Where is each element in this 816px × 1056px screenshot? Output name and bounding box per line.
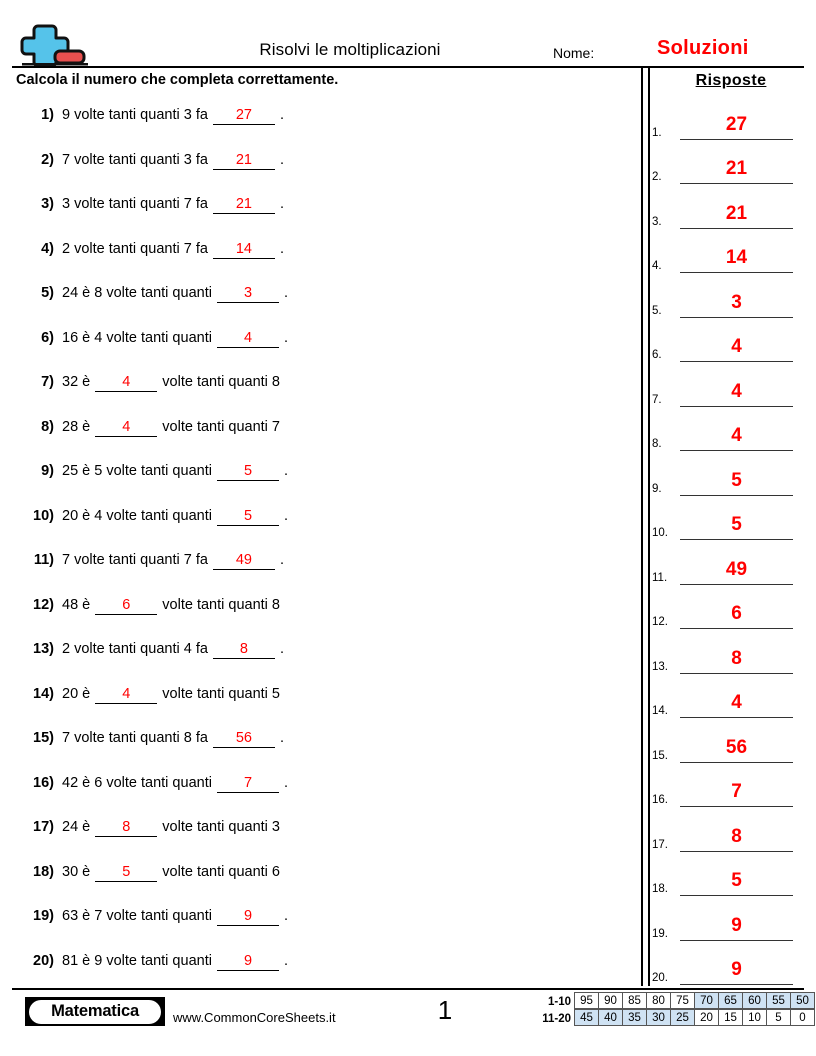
score-table <box>528 993 815 1027</box>
question-body <box>62 508 288 526</box>
question-text-before: 7 volte tanti quanti 7 fa <box>62 552 208 568</box>
score-range-label: 11-20 <box>542 1012 571 1025</box>
question-row <box>0 141 640 186</box>
question-body <box>62 775 288 793</box>
question-text-after: volte tanti quanti 8 <box>162 596 280 613</box>
question-text-before: 16 è 4 volte tanti quanti <box>62 329 212 346</box>
answer-blank[interactable]: 7 <box>217 775 279 793</box>
question-text-before: 24 è <box>62 819 91 835</box>
answer-key-rule <box>680 182 793 184</box>
answer-blank[interactable]: 21 <box>213 152 275 170</box>
score-cell: 80 <box>646 992 671 1009</box>
question-text-after: . <box>279 552 284 568</box>
answer-key-value: 4 <box>731 425 742 446</box>
question-number: 8) <box>41 418 54 435</box>
answer-key-value: 4 <box>731 692 742 713</box>
answer-key-row <box>650 414 810 459</box>
score-cell: 40 <box>598 1009 623 1026</box>
answer-key-number: 20. <box>652 972 668 984</box>
answer-key-number: 4. <box>652 260 662 272</box>
score-cell: 90 <box>598 992 623 1009</box>
answer-blank[interactable]: 5 <box>217 508 279 526</box>
question-row <box>0 719 640 764</box>
question-number: 9) <box>41 463 54 479</box>
question-body <box>62 819 280 837</box>
answer-key-rule <box>680 716 793 718</box>
answer-key-number: 2. <box>652 171 662 183</box>
answer-key-value: 4 <box>731 380 742 402</box>
question-body <box>62 330 288 348</box>
question-text-after: . <box>284 952 289 969</box>
question-text-before: 42 è 6 volte tanti quanti <box>62 774 212 791</box>
question-body <box>62 908 288 926</box>
question-number: 10) <box>33 507 54 524</box>
answer-key-row <box>650 236 810 281</box>
answer-key-value: 9 <box>731 959 742 980</box>
answer-key-value: 5 <box>731 870 742 891</box>
answer-key-row <box>650 280 810 325</box>
answer-key-number: 3. <box>652 215 662 228</box>
answer-key-rule <box>680 894 793 896</box>
question-text-before: 48 è <box>62 596 91 613</box>
question-text-after: . <box>284 774 289 791</box>
question-number: 7) <box>41 374 54 390</box>
answer-key-number: 12. <box>652 616 668 628</box>
question-number: 3) <box>41 196 54 212</box>
score-cell: 0 <box>790 1009 815 1026</box>
answer-key-rule <box>680 805 793 807</box>
answer-key-value: 8 <box>731 647 742 669</box>
answer-key-value: 49 <box>725 558 748 580</box>
question-body <box>62 552 284 570</box>
answer-key-value: 5 <box>731 469 742 491</box>
question-row <box>0 96 640 141</box>
question-text-after: . <box>279 107 284 123</box>
answer-key-row <box>650 102 810 147</box>
answer-key-row <box>650 369 810 414</box>
question-text-before: 2 volte tanti quanti 4 fa <box>62 641 208 657</box>
question-body <box>62 864 280 882</box>
answer-key-value: 9 <box>731 914 742 936</box>
page-header <box>0 0 816 68</box>
question-text-before: 24 è 8 volte tanti quanti <box>62 285 212 301</box>
answer-key-value: 14 <box>725 247 748 268</box>
answer-key-number: 6. <box>652 349 662 361</box>
answer-key-number: 15. <box>652 749 668 762</box>
header-divider <box>12 66 804 68</box>
answer-key-row <box>650 903 810 948</box>
question-text-before: 28 è <box>62 418 91 435</box>
question-number: 18) <box>33 863 54 880</box>
question-text-after: . <box>279 240 284 257</box>
question-body <box>62 419 280 437</box>
answer-blank[interactable]: 4 <box>95 419 157 437</box>
question-row <box>0 675 640 720</box>
questions-list <box>0 96 640 986</box>
answer-blank[interactable]: 4 <box>95 686 157 704</box>
question-text-after: . <box>284 463 289 479</box>
question-row <box>0 452 640 497</box>
answer-key-rule <box>680 316 793 318</box>
question-text-after: . <box>284 908 289 924</box>
question-number: 12) <box>33 596 54 613</box>
score-cell: 85 <box>622 992 647 1009</box>
answer-key-row <box>650 725 810 770</box>
question-row <box>0 230 640 275</box>
question-row <box>0 764 640 809</box>
answer-key-rule <box>680 627 793 629</box>
answer-key-row <box>650 859 810 904</box>
question-text-before: 63 è 7 volte tanti quanti <box>62 908 212 924</box>
brand-label: Matematica <box>51 1002 139 1020</box>
score-cell: 50 <box>790 992 815 1009</box>
answer-blank[interactable]: 9 <box>217 908 279 926</box>
score-cell: 75 <box>670 992 695 1009</box>
answer-key-rule <box>680 538 793 540</box>
answer-key-rule <box>680 449 793 451</box>
page-title: Risolvi le moltiplicazioni <box>259 40 441 59</box>
answer-key-number: 11. <box>652 571 668 584</box>
plus-minus-icon <box>18 22 90 66</box>
name-label: Nome: <box>553 45 595 61</box>
score-cell: 35 <box>622 1009 647 1026</box>
question-text-before: 81 è 9 volte tanti quanti <box>62 952 212 969</box>
question-number: 4) <box>41 240 54 257</box>
question-number: 16) <box>33 774 54 791</box>
question-text-after: . <box>279 196 284 212</box>
answer-key-value: 6 <box>731 603 742 624</box>
score-cell: 15 <box>718 1009 743 1026</box>
footer-divider <box>12 988 804 990</box>
score-range-label: 1-10 <box>547 995 571 1008</box>
answer-key-number: 19. <box>652 927 668 940</box>
answer-key-number: 1. <box>652 126 662 139</box>
question-body <box>62 953 288 971</box>
answer-key-number: 9. <box>652 482 662 495</box>
answer-key-rule <box>680 939 793 941</box>
answer-key-title: Risposte <box>695 72 767 89</box>
answer-key-value: 7 <box>731 781 742 802</box>
question-body <box>62 285 288 303</box>
question-body <box>62 152 284 170</box>
answer-blank[interactable]: 49 <box>213 552 275 570</box>
answer-blank[interactable]: 9 <box>217 953 279 971</box>
question-body <box>62 463 288 481</box>
question-number: 2) <box>41 151 54 168</box>
answer-key-number: 5. <box>652 304 662 317</box>
question-body <box>62 241 284 259</box>
question-row <box>0 274 640 319</box>
score-cell: 25 <box>670 1009 695 1026</box>
question-body <box>62 107 284 125</box>
page-number: 1 <box>437 995 453 1025</box>
answer-key-row <box>650 191 810 236</box>
answer-key-value: 21 <box>725 158 748 179</box>
answer-key-row <box>650 547 810 592</box>
answer-blank[interactable]: 21 <box>213 196 275 214</box>
answer-blank[interactable]: 56 <box>213 730 275 748</box>
answer-blank[interactable]: 4 <box>95 374 157 392</box>
answer-key-row <box>650 458 810 503</box>
question-text-after: volte tanti quanti 3 <box>162 819 280 835</box>
question-row <box>0 942 640 987</box>
question-row <box>0 319 640 364</box>
question-text-before: 25 è 5 volte tanti quanti <box>62 463 212 479</box>
answer-key-rule <box>680 672 793 674</box>
answer-key-value: 27 <box>725 113 748 135</box>
question-body <box>62 730 284 748</box>
question-number: 15) <box>33 730 54 746</box>
question-row <box>0 185 640 230</box>
question-row <box>0 363 640 408</box>
question-text-after: . <box>284 507 289 524</box>
score-cell: 10 <box>742 1009 767 1026</box>
answer-key-rule <box>680 360 793 362</box>
question-number: 17) <box>33 819 54 835</box>
question-body <box>62 641 284 659</box>
question-row <box>0 497 640 542</box>
score-cell: 30 <box>646 1009 671 1026</box>
question-text-after: volte tanti quanti 6 <box>162 863 280 880</box>
answer-key-rule <box>680 494 793 496</box>
question-body <box>62 374 280 392</box>
answer-key-row <box>650 948 810 993</box>
answer-key-value: 8 <box>731 825 742 847</box>
score-cell: 5 <box>766 1009 791 1026</box>
question-text-after: . <box>284 285 289 301</box>
question-number: 19) <box>33 908 54 924</box>
answer-key-row <box>650 325 810 370</box>
answer-key-row <box>650 814 810 859</box>
answer-key-row <box>650 770 810 815</box>
answer-key-rule <box>680 983 793 985</box>
answer-blank[interactable]: 4 <box>217 330 279 348</box>
question-body <box>62 597 280 615</box>
brand-badge <box>25 997 165 1026</box>
answer-key-number: 13. <box>652 660 668 673</box>
question-text-after: . <box>279 641 284 657</box>
column-divider <box>641 68 650 986</box>
answer-key-row <box>650 681 810 726</box>
answer-blank[interactable]: 8 <box>213 641 275 659</box>
score-cell: 65 <box>718 992 743 1009</box>
question-row <box>0 541 640 586</box>
score-cell: 95 <box>574 992 599 1009</box>
question-text-after: . <box>284 329 289 346</box>
question-text-before: 30 è <box>62 863 91 880</box>
answer-key-value: 4 <box>731 336 742 357</box>
answer-key-rule <box>680 138 793 140</box>
question-text-before: 32 è <box>62 374 91 390</box>
answer-key-row <box>650 147 810 192</box>
question-number: 13) <box>33 641 54 657</box>
question-number: 20) <box>33 952 54 969</box>
question-body <box>62 196 284 214</box>
question-row <box>0 408 640 453</box>
score-cell: 45 <box>574 1009 599 1026</box>
question-text-before: 7 volte tanti quanti 3 fa <box>62 151 208 168</box>
score-table-row <box>528 993 815 1010</box>
answer-blank[interactable]: 27 <box>213 107 275 125</box>
question-text-before: 20 è 4 volte tanti quanti <box>62 507 212 524</box>
question-row <box>0 897 640 942</box>
answer-key-number: 14. <box>652 705 668 717</box>
question-text-before: 3 volte tanti quanti 7 fa <box>62 196 208 212</box>
question-text-after: volte tanti quanti 5 <box>162 685 280 702</box>
question-text-after: volte tanti quanti 8 <box>162 374 280 390</box>
score-cell: 55 <box>766 992 791 1009</box>
answer-blank[interactable]: 14 <box>213 241 275 259</box>
answer-key-rule <box>680 761 793 763</box>
score-cell: 20 <box>694 1009 719 1026</box>
question-text-after: . <box>279 151 284 168</box>
answer-key-list <box>650 102 810 992</box>
answer-key-row <box>650 503 810 548</box>
answer-blank[interactable]: 8 <box>95 819 157 837</box>
answer-key-rule <box>680 583 793 585</box>
website-url: www.CommonCoreSheets.it <box>173 1010 336 1025</box>
instructions-text: Calcola il numero che completa correttamente. <box>16 72 339 88</box>
answer-key-rule <box>680 227 793 229</box>
question-number: 1) <box>41 107 54 123</box>
answer-blank[interactable]: 5 <box>95 864 157 882</box>
question-number: 5) <box>41 285 54 301</box>
answer-key-value: 3 <box>731 291 742 313</box>
answer-key-value: 5 <box>731 514 742 535</box>
answer-key-value: 56 <box>725 736 748 758</box>
question-number: 14) <box>33 685 54 702</box>
question-row <box>0 586 640 631</box>
answer-key-row <box>650 636 810 681</box>
question-text-before: 2 volte tanti quanti 7 fa <box>62 240 208 257</box>
answer-key-number: 7. <box>652 393 662 406</box>
answer-key-value: 21 <box>725 202 748 224</box>
question-row <box>0 808 640 853</box>
question-text-before: 7 volte tanti quanti 8 fa <box>62 730 208 746</box>
question-number: 6) <box>41 329 54 346</box>
question-text-after: . <box>279 730 284 746</box>
name-value: Soluzioni <box>657 37 749 59</box>
answer-key-rule <box>680 271 793 273</box>
answer-blank[interactable]: 5 <box>217 463 279 481</box>
question-text-before: 20 è <box>62 685 91 702</box>
question-row <box>0 630 640 675</box>
answer-key-rule <box>680 850 793 852</box>
answer-key-number: 17. <box>652 838 668 851</box>
question-row <box>0 853 640 898</box>
brand-pill <box>29 1000 161 1024</box>
answer-blank[interactable]: 3 <box>217 285 279 303</box>
answer-key-number: 18. <box>652 883 668 895</box>
answer-key-number: 16. <box>652 794 668 806</box>
answer-blank[interactable]: 6 <box>95 597 157 615</box>
answer-key-number: 10. <box>652 527 668 539</box>
answer-key-rule <box>680 405 793 407</box>
question-text-after: volte tanti quanti 7 <box>162 418 280 435</box>
score-cell: 70 <box>694 992 719 1009</box>
question-body <box>62 686 280 704</box>
answer-key-number: 8. <box>652 438 662 450</box>
question-number: 11) <box>33 552 54 568</box>
score-table-row <box>528 1010 815 1027</box>
question-text-before: 9 volte tanti quanti 3 fa <box>62 107 208 123</box>
answer-key-row <box>650 592 810 637</box>
score-cell: 60 <box>742 992 767 1009</box>
